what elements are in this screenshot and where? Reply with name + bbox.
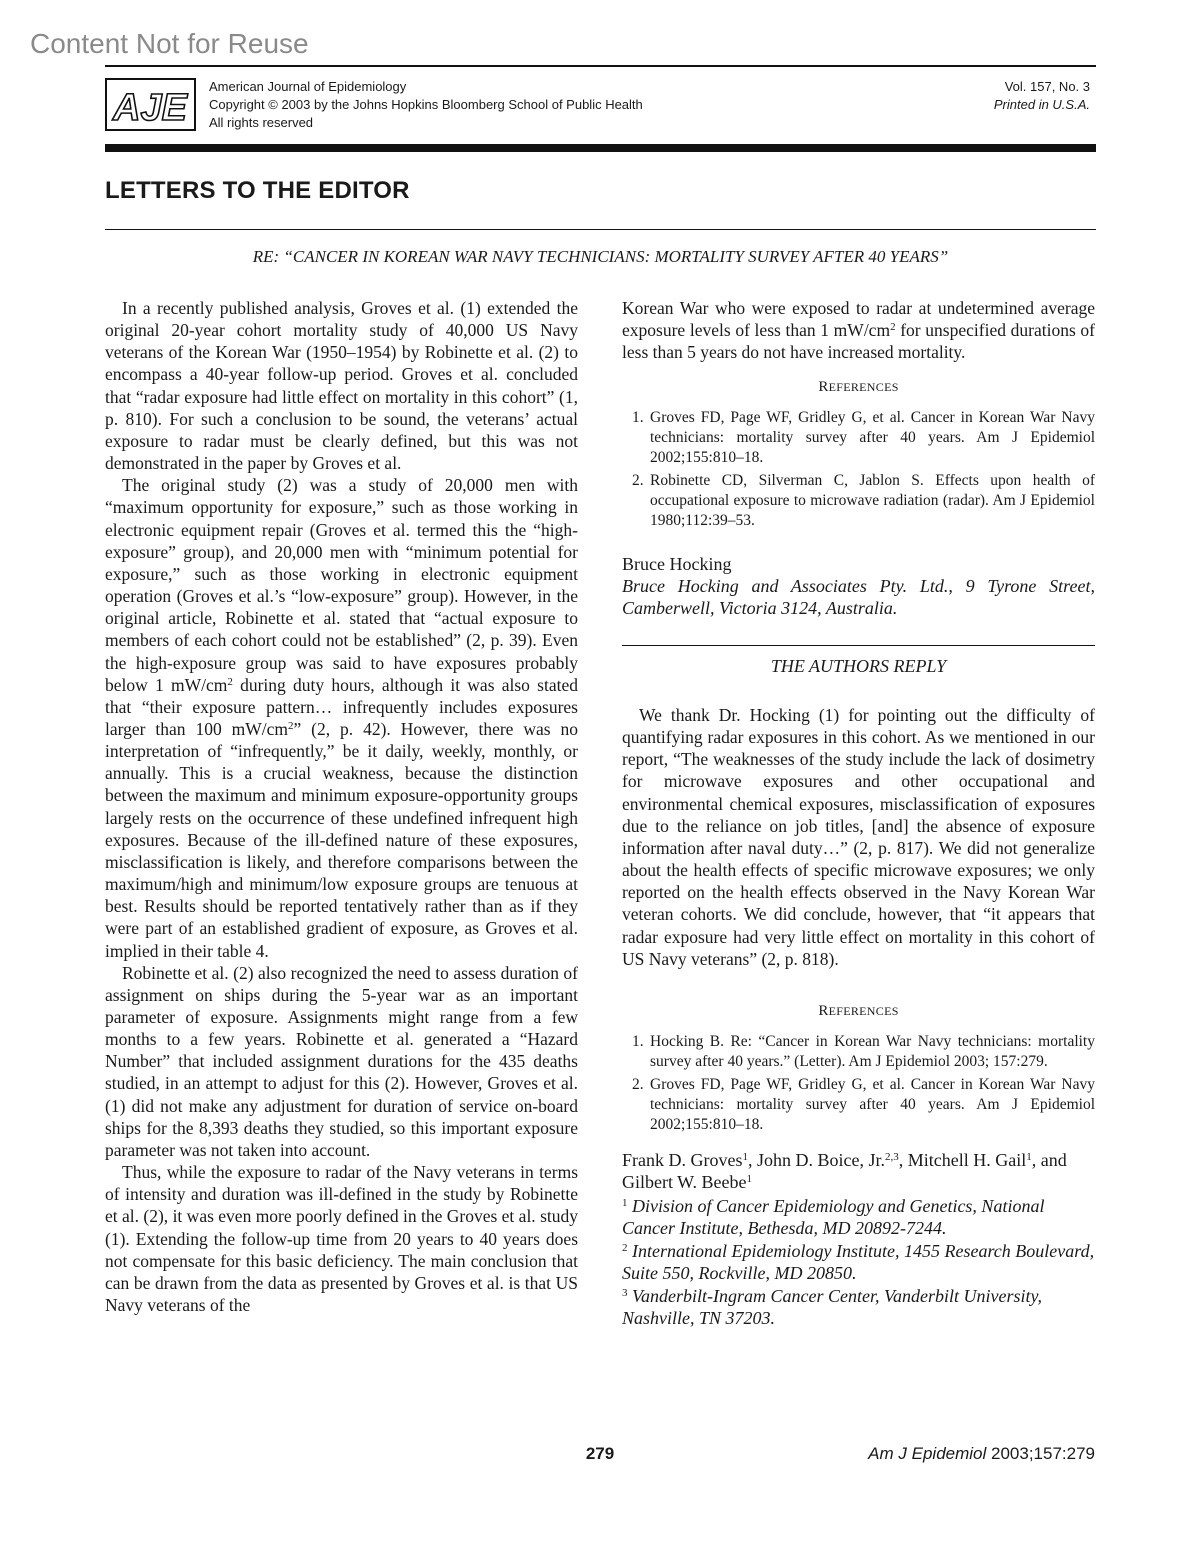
journal-logo	[105, 78, 196, 131]
letter-author-affiliation: Bruce Hocking and Associates Pty. Ltd., 9 Tyrone Street, Camberwell, Victoria 3124, Australia.	[622, 575, 1095, 619]
letter-title: RE: “CANCER IN KOREAN WAR NAVY TECHNICIANS: MORTALITY SURVEY AFTER 40 YEARS”	[252, 247, 949, 266]
reference-item: 1. Groves FD, Page WF, Gridley G, et al. Cancer in Korean War Navy technicians: mortality survey after 40 years. Am J Epidemiol 2002;155:810–18.	[632, 408, 1095, 466]
reply-authors: Frank D. Groves$^1$, John D. Boice, Jr.$^{2,3}$, Mitchell H. Gail$^1$, and Gilbert W. Beebe$^1$	[622, 1149, 1067, 1192]
aje-logo-icon	[107, 80, 194, 129]
journal-info	[209, 78, 643, 132]
reply-title: THE AUTHORS REPLY	[770, 655, 947, 676]
reference-item: 2. Robinette CD, Silverman C, Jablon S. Effects upon health of occupational exposure to microwave radiation (radar). Am J Epidemiol 1980;112:39–53.	[632, 471, 1095, 529]
reply-references-heading: REFERENCES	[818, 1002, 899, 1019]
references-heading: REFERENCES	[818, 379, 899, 396]
printed-in: Printed in U.S.A.	[993, 97, 1090, 112]
section-title-rule	[105, 229, 1096, 230]
letter-paragraph-3: Robinette et al. (2) also recognized the need to assess duration of assignment on ships during the 5-year war as an important parameter of exposure. Assignments might range from a few months to a few years. Robinette et al. generated a “Hazard Number” that included assignment durations for the 435 deaths studied, in an attempt to adjust for this (2). However, Groves et al. (1) did not make any adjustment for duration of service on-board ships for the 8,393 deaths they studied, so this important exposure parameter was not taken into account.	[105, 962, 578, 1160]
references-list	[622, 408, 1095, 531]
header-top-rule	[105, 65, 1096, 67]
affiliation-1: $^1$ Division of Cancer Epidemiology and Genetics, National Cancer Institute, Bethesda, MD 20892-7244.	[622, 1195, 1045, 1239]
volume-issue: Vol. 157, No. 3	[1004, 79, 1090, 94]
reference-item: 1. Hocking B. Re: “Cancer in Korean War Navy technicians: mortality survey after 40 years.” (Letter). Am J Epidemiol 2003; 157:279.	[632, 1032, 1095, 1070]
affiliation-3: $^3$ Vanderbilt-Ingram Cancer Center, Vanderbilt University, Nashville, TN 37203.	[622, 1285, 1042, 1329]
watermark: Content Not for Reuse	[30, 28, 309, 59]
letter-paragraph-4: Thus, while the exposure to radar of the Navy veterans in terms of intensity and duration was ill-defined in the study by Robinette et al. (2), it was even more poorly defined in the Groves et al. study (1). Extending the follow-up time from 20 years to 40 years does not compensate for this basic deficiency. The main conclusion that can be drawn from the data as presented by Groves et al. is that US Navy veterans of the	[105, 1162, 578, 1316]
affiliation-2: $^2$ International Epidemiology Institute, 1455 Research Boulevard, Suite 550, Rockville, MD 20850.	[622, 1240, 1095, 1284]
footer-citation: Am J Epidemiol 2003;157:279	[868, 1444, 1095, 1463]
rights-line: All rights reserved	[209, 115, 314, 130]
section-title: LETTERS TO THE EDITOR	[105, 177, 410, 204]
copyright-line: Copyright © 2003 by the Johns Hopkins Bloomberg School of Public Health	[209, 97, 643, 112]
right-column	[622, 297, 1095, 1330]
journal-name: American Journal of Epidemiology	[209, 79, 407, 94]
volume-info	[994, 78, 1090, 114]
letter-paragraph-2: The original study (2) was a study of 20,000 men with “maximum opportunity for exposure,” such as those working in electronic equipment repair (Groves et al. termed this the “high-exposure” group), and 20,000 men with “minimum potential for exposure,” such as those working in electronic equipment operation (Groves et al.’s “low-exposure” group). However, in the original article, Robinette et al. stated that “actual exposure to members of each cohort could not be established” (2, p. 39). Even the high-exposure group was said to have exposures probably below 1 $mW/cm^2$ during duty hours, although it was also stated that “their exposure pattern… infrequently includes exposures larger than 100 $mW/cm^2$” (2, p. 42). However, there was no interpretation of “infrequently,” be it daily, weekly, monthly, or annually. This is a crucial weakness, because the distinction between the maximum and minimum exposure-opportunity groups largely rests on the occurrence of these undefined infrequent high exposures. Because of the ill-defined nature of these exposures, misclassification is likely, and therefore comparisons between the maximum/high and minimum/low exposure groups are tenuous at best. Results should be reported tentatively rather than as if they were part of an established gradient of exposure, as Groves et al. implied in their table 4.	[105, 475, 578, 961]
reply-divider	[622, 645, 1095, 646]
reference-item: 2. Groves FD, Page WF, Gridley G, et al. Cancer in Korean War Navy technicians: mortality survey after 40 years. Am J Epidemiol 2002;155:810–18.	[632, 1075, 1095, 1133]
letter-author-name: Bruce Hocking	[622, 553, 732, 574]
header-thick-rule	[105, 144, 1096, 152]
reply-references-list	[622, 1032, 1095, 1135]
logo-text: AJE	[113, 87, 187, 129]
page-number: 279	[585, 1444, 615, 1463]
left-column	[105, 297, 578, 1316]
reply-paragraph-1: We thank Dr. Hocking (1) for pointing out the difficulty of quantifying radar exposures in this cohort. As we mentioned in our report, “The weaknesses of the study include the lack of dosimetry for microwave exposures and other occupational and environmental chemical exposures, misclassification of exposures due to the reliance on job titles, [and] the absence of exposure information after naval duty…” (2, p. 817). We did not generalize about the health effects of specific microwave exposures; we only reported on the health effects observed in the Navy Korean War veteran cohorts. We did conclude, however, that “it appears that radar exposure had very little effect on mortality in this cohort of US Navy veterans” (2, p. 818).	[622, 704, 1095, 969]
letter-paragraph-4-continued: Korean War who were exposed to radar at undetermined average exposure levels of less than 1 $mW/cm^2$ for unspecified durations of less than 5 years do not have increased mortality.	[622, 298, 1095, 363]
letter-paragraph-1: In a recently published analysis, Groves et al. (1) extended the original 20-year cohort mortality study of 40,000 US Navy veterans of the Korean War (1950–1954) by Robinette et al. (2) to encompass a 40-year follow-up period. Groves et al. concluded that “radar exposure had little effect on mortality in this cohort” (1, p. 810). For such a conclusion to be sound, the veterans’ actual exposure to radar must be clearly defined, but this was not demonstrated in the paper by Groves et al.	[105, 298, 578, 474]
